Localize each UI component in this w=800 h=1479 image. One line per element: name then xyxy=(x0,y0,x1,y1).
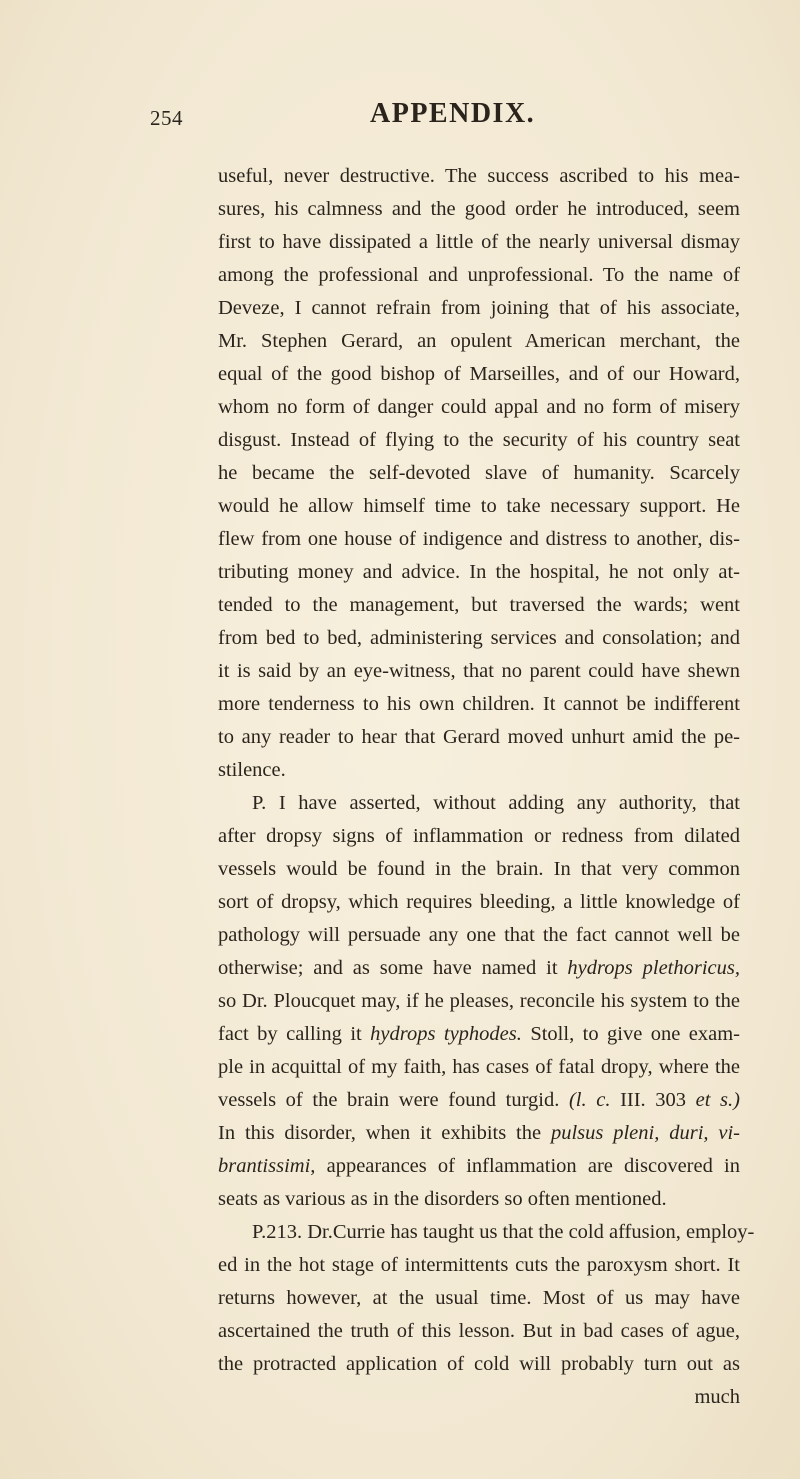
citation: (l. c. xyxy=(568,1089,611,1111)
note-p-line: ple in acquittal of my faith, has cases of fatal dropy, where the xyxy=(218,1056,740,1078)
text-line: Mr. Stephen Gerard, an opulent American merchant, the xyxy=(218,330,740,352)
text-line: he became the self-devoted slave of humanity. Scarcely xyxy=(218,462,740,484)
text-run: otherwise; and as some have named it xyxy=(218,957,568,979)
text-line: tended to the management, but traversed the wards; went xyxy=(218,594,740,616)
text-run: Stoll, to give one exam- xyxy=(521,1023,740,1045)
note-p-line xyxy=(218,1150,740,1183)
text-line: to any reader to hear that Gerard moved unhurt amid the pe- xyxy=(218,726,740,748)
text-run: appearances of inflammation are discovered in xyxy=(315,1155,740,1177)
text-line: stilence. xyxy=(218,759,286,781)
latin-term: hydrops typhodes. xyxy=(370,1023,522,1045)
text-line: would he allow himself time to take necessary support. He xyxy=(218,495,740,517)
latin-term: brantissimi, xyxy=(218,1155,316,1177)
note-p-line xyxy=(218,1018,740,1051)
text-line: it is said by an eye-witness, that no parent could have shewn xyxy=(218,660,740,682)
text-line: Deveze, I cannot refrain from joining that of his associate, xyxy=(218,297,740,319)
note-q-line: ed in the hot stage of intermittents cuts the paroxysm short. It xyxy=(218,1254,740,1276)
text-line: whom no form of danger could appal and no form of misery xyxy=(218,396,740,418)
text-line: equal of the good bishop of Marseilles, and of our Howard, xyxy=(218,363,740,385)
note-p-line: after dropsy signs of inflammation or redness from dilated xyxy=(218,825,740,847)
note-p-line: P. I have asserted, without adding any authority, that xyxy=(252,792,740,814)
latin-term: hydrops plethoricus, xyxy=(567,957,740,979)
running-title: APPENDIX. xyxy=(370,98,536,129)
note-p-line xyxy=(218,1117,740,1150)
note-p-line: pathology will persuade any one that the fact cannot well be xyxy=(218,924,740,946)
text-line: disgust. Instead of flying to the security of his country seat xyxy=(218,429,740,451)
page-number: 254 xyxy=(150,106,183,130)
text-line: tributing money and advice. In the hospital, he not only at- xyxy=(218,561,740,583)
text-run: III. 303 xyxy=(610,1089,696,1111)
note-p-line xyxy=(218,952,740,985)
note-p-line: so Dr. Ploucquet may, if he pleases, reconcile his system to the xyxy=(218,990,740,1012)
note-q-line: returns however, at the usual time. Most of us may have xyxy=(218,1287,740,1309)
note-p-line xyxy=(218,1084,740,1117)
catchword: much xyxy=(694,1386,740,1408)
note-p-line: vessels would be found in the brain. In that very common xyxy=(218,858,740,880)
text-line: among the professional and unprofessional. To the name of xyxy=(218,264,740,286)
text-run: In this disorder, when it exhibits the xyxy=(218,1122,551,1144)
text-run: vessels of the brain were found turgid. xyxy=(218,1089,569,1111)
note-q-line: the protracted application of cold will probably turn out as xyxy=(218,1353,740,1375)
latin-term: pulsus pleni, duri, vi- xyxy=(550,1122,740,1144)
text-line: flew from one house of indigence and distress to another, dis- xyxy=(218,528,740,550)
note-p-line: seats as various as in the disorders so often mentioned. xyxy=(218,1188,667,1210)
text-line: first to have dissipated a little of the nearly universal dismay xyxy=(218,231,740,253)
text-line: more tenderness to his own children. It cannot be indifferent xyxy=(218,693,740,715)
citation: et s.) xyxy=(695,1089,740,1111)
text-run: fact by calling it xyxy=(218,1023,371,1045)
text-line: useful, never destructive. The success ascribed to his mea- xyxy=(218,165,740,187)
text-line: sures, his calmness and the good order he introduced, seem xyxy=(218,198,740,220)
note-q-line: P.213. Dr.Currie has taught us that the cold affusion, employ- xyxy=(252,1221,755,1243)
running-head xyxy=(150,92,710,132)
text-line: from bed to bed, administering services and consolation; and xyxy=(218,627,740,649)
note-q-line: ascertained the truth of this lesson. But in bad cases of ague, xyxy=(218,1320,740,1342)
note-p-line: sort of dropsy, which requires bleeding, a little knowledge of xyxy=(218,891,740,913)
body-text xyxy=(218,160,755,1414)
